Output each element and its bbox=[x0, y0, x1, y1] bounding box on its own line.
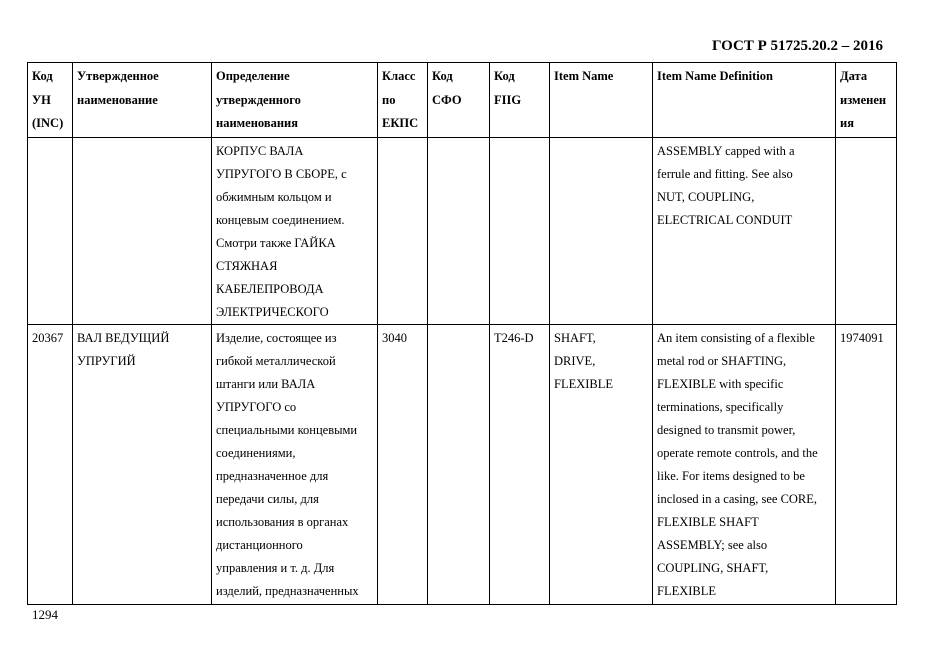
cell-fiig bbox=[490, 138, 550, 325]
catalog-table bbox=[27, 62, 897, 605]
cell-sfo bbox=[428, 138, 490, 325]
header-fiig: Код FIIG bbox=[490, 63, 550, 138]
header-date: Дата изменен ия bbox=[836, 63, 897, 138]
page-number: 1294 bbox=[32, 607, 58, 622]
table-row bbox=[28, 138, 897, 325]
cell-inc bbox=[28, 138, 73, 325]
header-approved-name: Утвержденное наименование bbox=[73, 63, 212, 138]
cell-definition-en: An item consisting of a flexible metal rod or SHAFTING, FLEXIBLE with specific terminations, specifically designed to transmit power, operate remote controls, and the like. For items designed to be inclosed in a casing, see CORE, FLEXIBLE SHAFT ASSEMBLY; see also COUPLING, SHAFT, FLEXIBLE bbox=[653, 325, 836, 605]
cell-class: 3040 bbox=[378, 325, 428, 605]
cell-fiig: T246-D bbox=[490, 325, 550, 605]
cell-approved-name: ВАЛ ВЕДУЩИЙ УПРУГИЙ bbox=[73, 325, 212, 605]
header-definition: Определение утвержденного наименования bbox=[212, 63, 378, 138]
cell-item-name bbox=[550, 138, 653, 325]
header-sfo: Код СФО bbox=[428, 63, 490, 138]
cell-sfo bbox=[428, 325, 490, 605]
cell-date bbox=[836, 138, 897, 325]
cell-date: 1974091 bbox=[836, 325, 897, 605]
header-inc: Код УН (INC) bbox=[28, 63, 73, 138]
header-class: Класс по ЕКПС bbox=[378, 63, 428, 138]
cell-item-name: SHAFT, DRIVE, FLEXIBLE bbox=[550, 325, 653, 605]
cell-definition-ru: Изделие, состоящее из гибкой металлической штанги или ВАЛА УПРУГОГО со специальными концевыми соединениями, предназначенное для передачи силы, для использования в органах дистанционного управления и т. д. Для изделий, предназначенных bbox=[212, 325, 378, 605]
header-item-name-definition: Item Name Definition bbox=[653, 63, 836, 138]
header-item-name: Item Name bbox=[550, 63, 653, 138]
cell-approved-name bbox=[73, 138, 212, 325]
cell-inc: 20367 bbox=[28, 325, 73, 605]
cell-class bbox=[378, 138, 428, 325]
table-header-row bbox=[28, 63, 897, 138]
table-row bbox=[28, 325, 897, 605]
cell-definition-en: ASSEMBLY capped with a ferrule and fitting. See also NUT, COUPLING, ELECTRICAL CONDUIT bbox=[653, 138, 836, 325]
document-standard-code: ГОСТ Р 51725.20.2 – 2016 bbox=[712, 38, 884, 54]
cell-definition-ru: КОРПУС ВАЛА УПРУГОГО В СБОРЕ, с обжимным кольцом и концевым соединением. Смотри также ГАЙКА СТЯЖНАЯ КАБЕЛЕПРОВОДА ЭЛЕКТРИЧЕСКОГО bbox=[212, 138, 378, 325]
